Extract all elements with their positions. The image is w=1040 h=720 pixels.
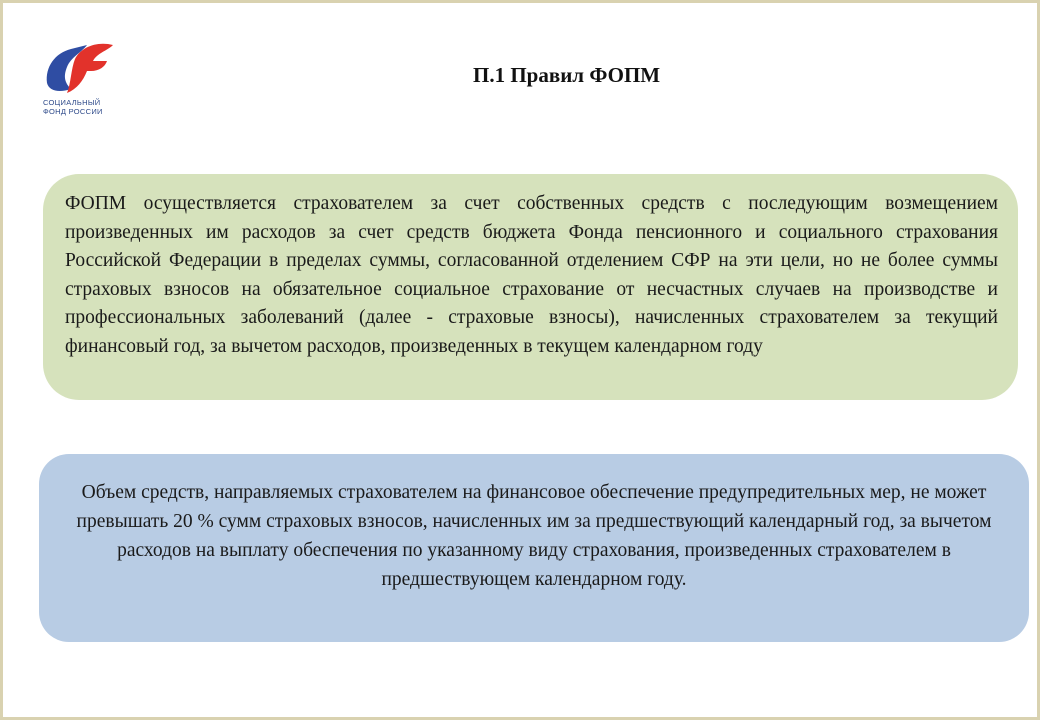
logo-caption-line1: СОЦИАЛЬНЫЙ [43,98,101,107]
fopm-definition-box [43,174,1018,400]
logo-caption-line2: ФОНД РОССИИ [43,106,103,116]
funding-limit-box [39,454,1029,642]
logo-caption [43,99,103,116]
fopm-definition-text: ФОПМ осуществляется страхователем за счет собственных средств с последующим возмещением произведенных им расходов за счет средств бюджета Фонда пенсионного и социального страхования Российской Федерации в пределах суммы, согласованной отделением СФР на эти цели, но не более суммы страховых взносов на обязательное социальное страхование от несчастных случаев на производстве и профессиональных заболеваний (далее - страховые взносы), начисленных страхователем за текущий финансовый год, за вычетом расходов, произведенных в текущем календарном году [65,193,998,357]
funding-limit-text: Объем средств, направляемых страхователем на финансовое обеспечение предупредительных мер, не может превышать 20 % сумм страховых взносов, начисленных им за предшествующий календарный год, за вычетом расходов на выплату обеспечения по указанному виду страхования, произведенных страхователем в предшествующем календарном году. [76,482,992,590]
page-title: П.1 Правил ФОПМ [473,63,661,87]
